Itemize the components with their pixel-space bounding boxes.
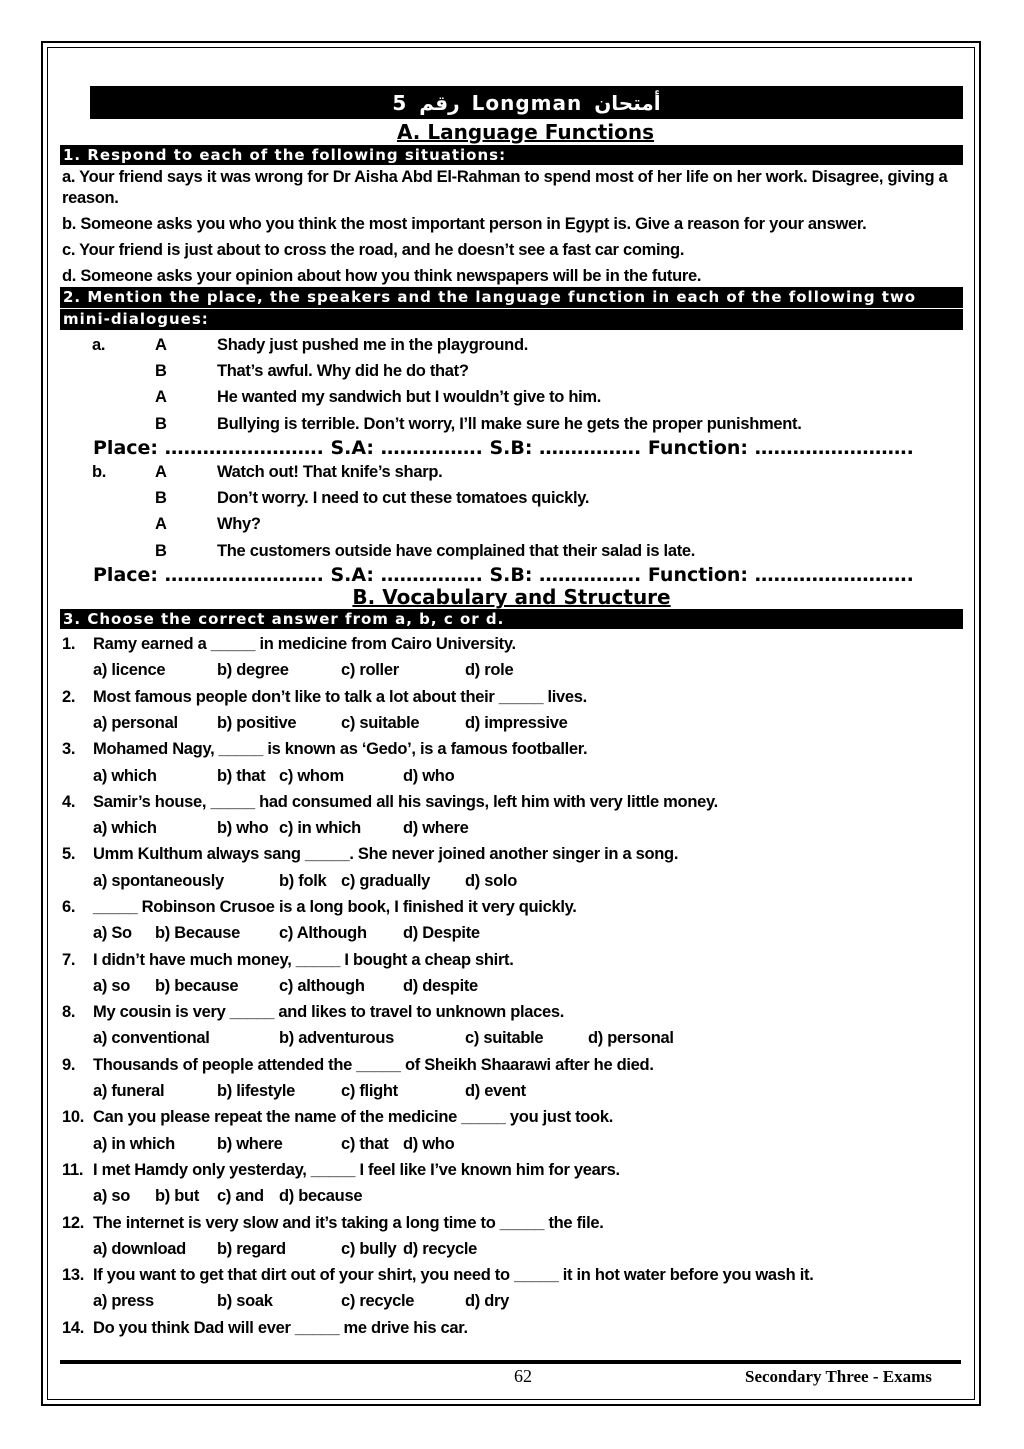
- question-text: Can you please repeat the name of the medicine _____ you just took.: [93, 1108, 613, 1127]
- dialogue-line: [60, 538, 963, 564]
- question-number: 7.: [62, 950, 76, 969]
- answer-option[interactable]: b) soak: [217, 1292, 273, 1311]
- section-a-heading: A. Language Functions: [396, 120, 655, 144]
- answer-option[interactable]: c) flight: [341, 1082, 398, 1101]
- exam-imtihan: أمتحان: [594, 90, 661, 115]
- answer-options: [60, 710, 963, 736]
- question-text: Do you think Dad will ever _____ me drive his car.: [93, 1318, 468, 1337]
- question-number: 5.: [62, 845, 76, 864]
- footer-title: Secondary Three - Exams: [745, 1367, 932, 1386]
- question-text: Samir’s house, _____ had consumed all his savings, left him with very little money.: [93, 792, 718, 811]
- answer-option[interactable]: d) who: [403, 1134, 455, 1153]
- answer-option[interactable]: a) in which: [93, 1134, 175, 1153]
- q2-heading-line1: 2. Mention the place, the speakers and the language function in each of the following two: [60, 287, 963, 308]
- question-row: [60, 947, 963, 973]
- answer-option[interactable]: b) but: [155, 1187, 200, 1206]
- dialogue-label: a.: [92, 335, 106, 354]
- question-text: Thousands of people attended the _____ of Sheikh Shaarawi after he died.: [93, 1055, 654, 1074]
- answer-options: [60, 973, 963, 999]
- question-row: [60, 894, 963, 920]
- question-text: Umm Kulthum always sang _____. She never joined another singer in a song.: [93, 845, 679, 864]
- answer-options: [60, 921, 963, 947]
- question-text: Ramy earned a _____ in medicine from Cairo University.: [93, 635, 516, 654]
- question-number: 8.: [62, 1003, 76, 1022]
- exam-number: 5: [392, 90, 408, 115]
- answer-option[interactable]: b) that: [217, 766, 266, 785]
- answer-options: [60, 1236, 963, 1262]
- dialogue-line: [60, 512, 963, 538]
- dialogue-text: Watch out! That knife’s sharp.: [217, 462, 443, 481]
- answer-line-b: Place: ……………………. S.A: ……………. S.B: ……………. Function: …………………….: [93, 564, 914, 587]
- answer-option[interactable]: b) regard: [217, 1239, 286, 1258]
- dialogue-text: Why?: [217, 515, 261, 534]
- answer-option[interactable]: c) roller: [341, 661, 399, 680]
- speaker: A: [155, 388, 167, 407]
- dialogue-line: [60, 385, 963, 411]
- answer-option[interactable]: b) where: [217, 1134, 283, 1153]
- speaker: A: [155, 462, 167, 481]
- speaker: B: [155, 541, 167, 560]
- answer-option[interactable]: b) adventurous: [279, 1029, 394, 1048]
- answer-options: [60, 658, 963, 684]
- dialogue-text: That’s awful. Why did he do that?: [217, 361, 469, 380]
- answer-option[interactable]: b) degree: [217, 661, 289, 680]
- question-text: I met Hamdy only yesterday, _____ I feel like I’ve known him for years.: [93, 1160, 620, 1179]
- answer-option[interactable]: a) funeral: [93, 1082, 165, 1101]
- dialogue-line: [60, 358, 963, 384]
- answer-line-a: Place: ……………………. S.A: ……………. S.B: ……………. Function: …………………….: [93, 437, 914, 460]
- dialogue-text: He wanted my sandwich but I wouldn’t give to him.: [217, 388, 602, 407]
- answer-options: [60, 815, 963, 841]
- question-row: [60, 1315, 963, 1341]
- answer-option[interactable]: c) gradually: [341, 871, 431, 890]
- question-row: [60, 737, 963, 763]
- answer-option[interactable]: a) download: [93, 1239, 186, 1258]
- question-text: I didn’t have much money, _____ I bought a cheap shirt.: [93, 950, 514, 969]
- q1-item-c: c. Your friend is just about to cross the road, and he doesn’t see a fast car coming.: [62, 241, 685, 259]
- question-number: 9.: [62, 1055, 76, 1074]
- question-row: [60, 789, 963, 815]
- answer-option[interactable]: d) where: [403, 819, 469, 838]
- question-row: [60, 1052, 963, 1078]
- answer-option[interactable]: a) which: [93, 766, 157, 785]
- question-text: If you want to get that dirt out of your shirt, you need to _____ it in hot water before you wash it.: [93, 1266, 814, 1285]
- dialogue-text: Shady just pushed me in the playground.: [217, 335, 529, 354]
- exam-content: [60, 86, 963, 1341]
- answer-option[interactable]: c) although: [279, 976, 365, 995]
- answer-option[interactable]: b) positive: [217, 713, 297, 732]
- answer-options: [60, 1131, 963, 1157]
- dialogue-a: [60, 332, 963, 459]
- question-row: [60, 1105, 963, 1131]
- answer-option[interactable]: d) Despite: [403, 924, 480, 943]
- q1-heading: 1. Respond to each of the following situations:: [60, 145, 963, 165]
- answer-options: [60, 1289, 963, 1315]
- speaker: B: [155, 414, 167, 433]
- question-number: 12.: [62, 1213, 85, 1232]
- dialogue-b: [60, 459, 963, 586]
- page-number: 62: [514, 1366, 532, 1386]
- answer-option[interactable]: c) and: [217, 1187, 264, 1206]
- question-number: 4.: [62, 792, 76, 811]
- section-b-heading: B. Vocabulary and Structure: [352, 585, 671, 610]
- answer-option[interactable]: c) in which: [279, 819, 361, 838]
- question-text: _____ Robinson Crusoe is a long book, I finished it very quickly.: [93, 897, 577, 916]
- question-row: [60, 842, 963, 868]
- answer-option[interactable]: d) event: [465, 1082, 526, 1101]
- dialogue-label: b.: [92, 462, 107, 481]
- question-row: [60, 631, 963, 657]
- answer-option[interactable]: d) who: [403, 766, 455, 785]
- dialogue-line: [60, 411, 963, 437]
- answer-option[interactable]: d) because: [279, 1187, 363, 1206]
- answer-option[interactable]: c) suitable: [465, 1029, 544, 1048]
- answer-option[interactable]: c) Although: [279, 924, 367, 943]
- question-text: Most famous people don’t like to talk a lot about their _____ lives.: [93, 687, 587, 706]
- dialogue-text: The customers outside have complained that their salad is late.: [217, 541, 696, 560]
- speaker: B: [155, 489, 167, 508]
- dialogue-text: Don’t worry. I need to cut these tomatoes quickly.: [217, 489, 590, 508]
- speaker: B: [155, 361, 167, 380]
- dialogue-line: [60, 332, 963, 358]
- answer-option[interactable]: d) role: [465, 661, 514, 680]
- answer-option[interactable]: a) so: [93, 1187, 131, 1206]
- answer-option[interactable]: a) so: [93, 976, 131, 995]
- q1-item-b: b. Someone asks you who you think the most important person in Egypt is. Give a reason for your answer.: [62, 215, 867, 233]
- answer-options: [60, 763, 963, 789]
- answer-option[interactable]: a) conventional: [93, 1029, 210, 1048]
- question-row: [60, 684, 963, 710]
- speaker: A: [155, 515, 167, 534]
- question-number: 2.: [62, 687, 76, 706]
- question-number: 3.: [62, 740, 76, 759]
- question-number: 6.: [62, 897, 76, 916]
- answer-option[interactable]: a) personal: [93, 713, 178, 732]
- answer-options: [60, 1026, 963, 1052]
- question-number: 10.: [62, 1108, 85, 1127]
- question-text: The internet is very slow and it’s taking a long time to _____ the file.: [93, 1213, 604, 1232]
- answer-option[interactable]: a) So: [93, 924, 132, 943]
- q2-heading-line2: mini-dialogues:: [60, 308, 963, 330]
- question-text: Mohamed Nagy, _____ is known as ‘Gedo’, is a famous footballer.: [93, 740, 588, 759]
- q3-heading: 3. Choose the correct answer from a, b, c or d.: [60, 609, 963, 629]
- answer-option[interactable]: d) personal: [588, 1029, 674, 1048]
- q3-question-list: [60, 631, 963, 1341]
- dialogue-line: [60, 485, 963, 511]
- question-row: [60, 1157, 963, 1183]
- answer-option[interactable]: b) lifestyle: [217, 1082, 296, 1101]
- answer-option[interactable]: a) press: [93, 1292, 154, 1311]
- speaker: A: [155, 335, 167, 354]
- answer-option[interactable]: b) because: [155, 976, 239, 995]
- answer-options: [60, 868, 963, 894]
- answer-option[interactable]: b) who: [217, 819, 269, 838]
- q1-item-d: d. Someone asks your opinion about how you think newspapers will be in the future.: [62, 267, 702, 285]
- answer-option[interactable]: d) dry: [465, 1292, 510, 1311]
- answer-option[interactable]: d) solo: [465, 871, 517, 890]
- question-number: 13.: [62, 1266, 85, 1285]
- question-text: My cousin is very _____ and likes to travel to unknown places.: [93, 1003, 565, 1022]
- answer-option[interactable]: d) impressive: [465, 713, 568, 732]
- answer-option[interactable]: c) suitable: [341, 713, 420, 732]
- answer-option[interactable]: a) spontaneously: [93, 871, 224, 890]
- exam-raqam: رقم: [419, 90, 460, 115]
- answer-options: [60, 1184, 963, 1210]
- question-row: [60, 1263, 963, 1289]
- question-number: 14.: [62, 1318, 85, 1337]
- answer-options: [60, 1078, 963, 1104]
- dialogue-text: Bullying is terrible. Don’t worry, I’ll make sure he gets the proper punishment.: [217, 414, 802, 433]
- answer-option[interactable]: a) which: [93, 819, 157, 838]
- q1-item-a: a. Your friend says it was wrong for Dr Aisha Abd El-Rahman to spend most of her life on her work. Disagree, giving a reason.: [62, 168, 948, 207]
- answer-option[interactable]: b) folk: [279, 871, 327, 890]
- question-number: 1.: [62, 635, 76, 654]
- question-row: [60, 1000, 963, 1026]
- answer-option[interactable]: c) that: [341, 1134, 389, 1153]
- exam-title-bar: [90, 86, 963, 119]
- answer-option[interactable]: c) recycle: [341, 1292, 415, 1311]
- answer-option[interactable]: c) bully: [341, 1239, 397, 1258]
- answer-option[interactable]: c) whom: [279, 766, 344, 785]
- dialogue-line: [60, 459, 963, 485]
- answer-option[interactable]: d) recycle: [403, 1239, 478, 1258]
- footer-rule: [60, 1360, 961, 1364]
- question-number: 11.: [62, 1160, 84, 1179]
- answer-option[interactable]: d) despite: [403, 976, 478, 995]
- answer-option[interactable]: a) licence: [93, 661, 166, 680]
- answer-option[interactable]: b) Because: [155, 924, 241, 943]
- exam-name: Longman: [471, 90, 583, 115]
- question-row: [60, 1210, 963, 1236]
